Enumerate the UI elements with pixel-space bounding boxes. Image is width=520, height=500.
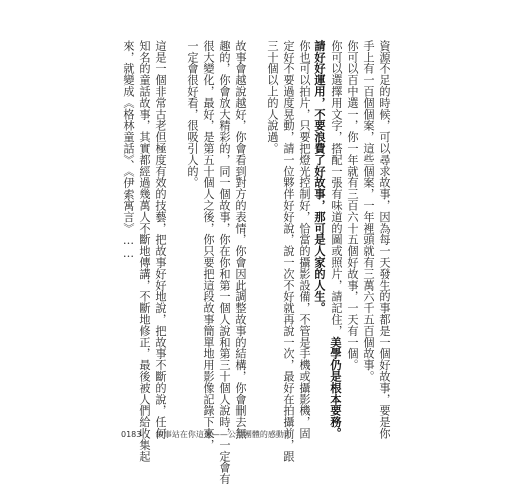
text-column bbox=[216, 40, 232, 485]
text-column bbox=[120, 40, 136, 260]
text-column bbox=[328, 40, 344, 439]
emphasis-text: 美學仍是根本要務。 bbox=[329, 336, 343, 440]
column-text: 你可以百中選一，你一年就有三百六十五個好故事，一天有一個。 bbox=[346, 40, 359, 371]
column-text: 三十個以上的人說過。 bbox=[266, 40, 279, 154]
text-column bbox=[344, 40, 360, 371]
emphasis-text: 請好好運用，不要浪費了好故事，那可是人家的人生。 bbox=[313, 40, 327, 314]
column-text: 很大變化，最好，是第五十個人之後，你只要把這段故事簡單地用影像記錄下來， bbox=[202, 40, 215, 451]
text-column bbox=[200, 40, 216, 450]
text-column bbox=[152, 40, 168, 439]
column-text: 這是一個非常古老但極度有效的技藝，把故事好好地說，把故事不斷的說，任何 bbox=[154, 40, 167, 439]
column-text: 你可以選擇用文字，搭配一張有味道的圖或照片，請記住， bbox=[330, 40, 343, 337]
text-column bbox=[136, 40, 152, 462]
column-text: 故事會越說越好，你會看到對方的表情，你會因此調整故事的結構，你會刪去無 bbox=[234, 40, 247, 439]
text-column bbox=[376, 40, 392, 439]
text-column bbox=[280, 40, 296, 462]
running-title: 故事站在你這邊——公益團體的感動力 bbox=[155, 430, 292, 439]
column-text: 一定會很好看，很吸引人的。 bbox=[186, 40, 199, 189]
column-text: 手上有一百個個案，這些個案，一年裡頭就有三萬六千五百個故事。 bbox=[362, 40, 375, 382]
page-number: 0183 bbox=[121, 430, 142, 439]
text-column bbox=[184, 40, 200, 188]
text-column bbox=[232, 40, 248, 439]
text-column bbox=[296, 40, 312, 439]
column-text: 資源不足的時候，可以尋求故事，因為每一天發生的事都是一個好故事，要是你 bbox=[378, 40, 391, 439]
column-text: 來，就變成《格林童話》、《伊索寓言》…… bbox=[122, 40, 135, 261]
column-text: 定好不要過度晃動，請一位夥伴好好說，說一次不好就再說一次，最好在拍攝前，跟 bbox=[282, 40, 295, 462]
page-footer bbox=[121, 429, 292, 440]
column-text: 趣的，你會放大精彩的，同一個故事，你在你和第一個人說和第三十個人說時，一定會有 bbox=[218, 40, 231, 485]
text-column bbox=[264, 40, 280, 154]
column-text: 知名的童話故事，其實都經過幾萬人不斷地傳講，不斷地修正，最後被人們給收集起 bbox=[138, 40, 151, 462]
text-column bbox=[312, 40, 328, 314]
text-column bbox=[360, 40, 376, 382]
column-text: 你也可以拍片，只要把燈光控制好，恰當的攝影設備，不管是手機或攝影機，固 bbox=[298, 40, 311, 439]
